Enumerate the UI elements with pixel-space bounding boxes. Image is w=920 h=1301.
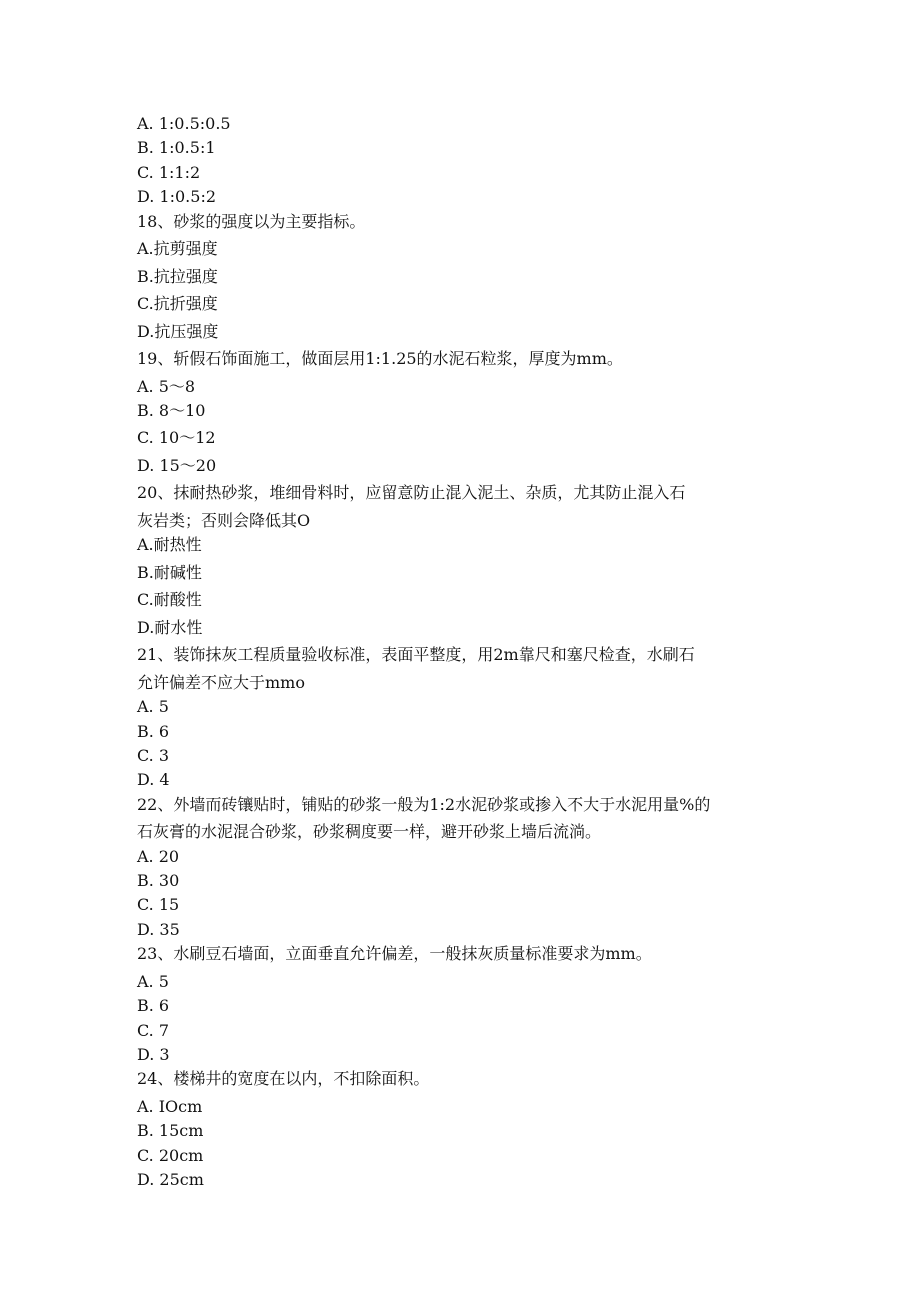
question-text: 24、楼梯井的宽度在以内，不扣除面积。	[137, 1069, 430, 1089]
option-text: C. 3	[137, 746, 170, 766]
text-line: B. 1:0.5:1	[137, 138, 216, 158]
option-text: B.抗拉强度	[137, 266, 218, 286]
option-text: A. 5	[137, 697, 169, 717]
text-line: C. 1:1:2	[137, 162, 201, 182]
option-text: A.抗剪强度	[137, 239, 218, 259]
option-text: A. IOcm	[137, 1096, 203, 1116]
option-text: A. 20	[137, 846, 180, 866]
question-list	[137, 112, 797, 1192]
question-text: 19、斩假石饰面施工，做面层用1:1.25的水泥石粒浆，厚度为mm。	[137, 349, 623, 369]
question-text: 20、抹耐热砂浆，堆细骨料时，应留意防止混入泥土、杂质，尤其防止混入石	[137, 483, 686, 503]
option-text: B. 15cm	[137, 1121, 204, 1141]
option-text: C.耐酸性	[137, 590, 202, 610]
question-text: 22、外墙而砖镶贴时，铺贴的砂浆一般为1:2水泥砂浆或掺入不大于水泥用量%的	[137, 794, 711, 814]
option-text: B. 6	[137, 996, 170, 1016]
question-text: 21、装饰抹灰工程质量验收标准，表面平整度，用2m靠尺和塞尺检查，水刷石	[137, 645, 695, 665]
option-text: C. 15	[137, 895, 180, 915]
question-text-continued: 允许偏差不应大于mmo	[137, 672, 305, 692]
option-text: C. 7	[137, 1020, 170, 1040]
option-text: A. 5～8	[137, 376, 196, 396]
option-text: D. 3	[137, 1044, 170, 1064]
question-text: 18、砂浆的强度以为主要指标。	[137, 211, 366, 231]
option-text: D.抗压强度	[137, 321, 219, 341]
option-text: C. 20cm	[137, 1145, 204, 1165]
option-text: B. 6	[137, 721, 170, 741]
option-text: C.抗折强度	[137, 294, 218, 314]
option-text: D. 4	[137, 770, 170, 790]
option-text: A.耐热性	[137, 535, 202, 555]
question-text-continued: 灰岩类；否则会降低其O	[137, 510, 311, 530]
text-line: A. 1:0.5:0.5	[137, 114, 231, 133]
option-text: D.耐水性	[137, 617, 203, 637]
question-text-continued: 石灰膏的水泥混合砂浆，砂浆稠度要一样，避开砂浆上墙后流淌。	[137, 822, 602, 842]
option-text: D. 35	[137, 919, 180, 939]
question-text: 23、水刷豆石墙面，立面垂直允许偏差，一般抹灰质量标准要求为mm。	[137, 944, 652, 964]
text-line: D. 1:0.5:2	[137, 187, 217, 207]
option-text: B. 8～10	[137, 400, 206, 420]
option-text: C. 10～12	[137, 428, 216, 448]
option-text: B.耐碱性	[137, 562, 202, 582]
option-text: A. 5	[137, 971, 169, 991]
option-text: B. 30	[137, 871, 180, 891]
option-text: D. 25cm	[137, 1169, 204, 1189]
option-text: D. 15～20	[137, 455, 217, 475]
